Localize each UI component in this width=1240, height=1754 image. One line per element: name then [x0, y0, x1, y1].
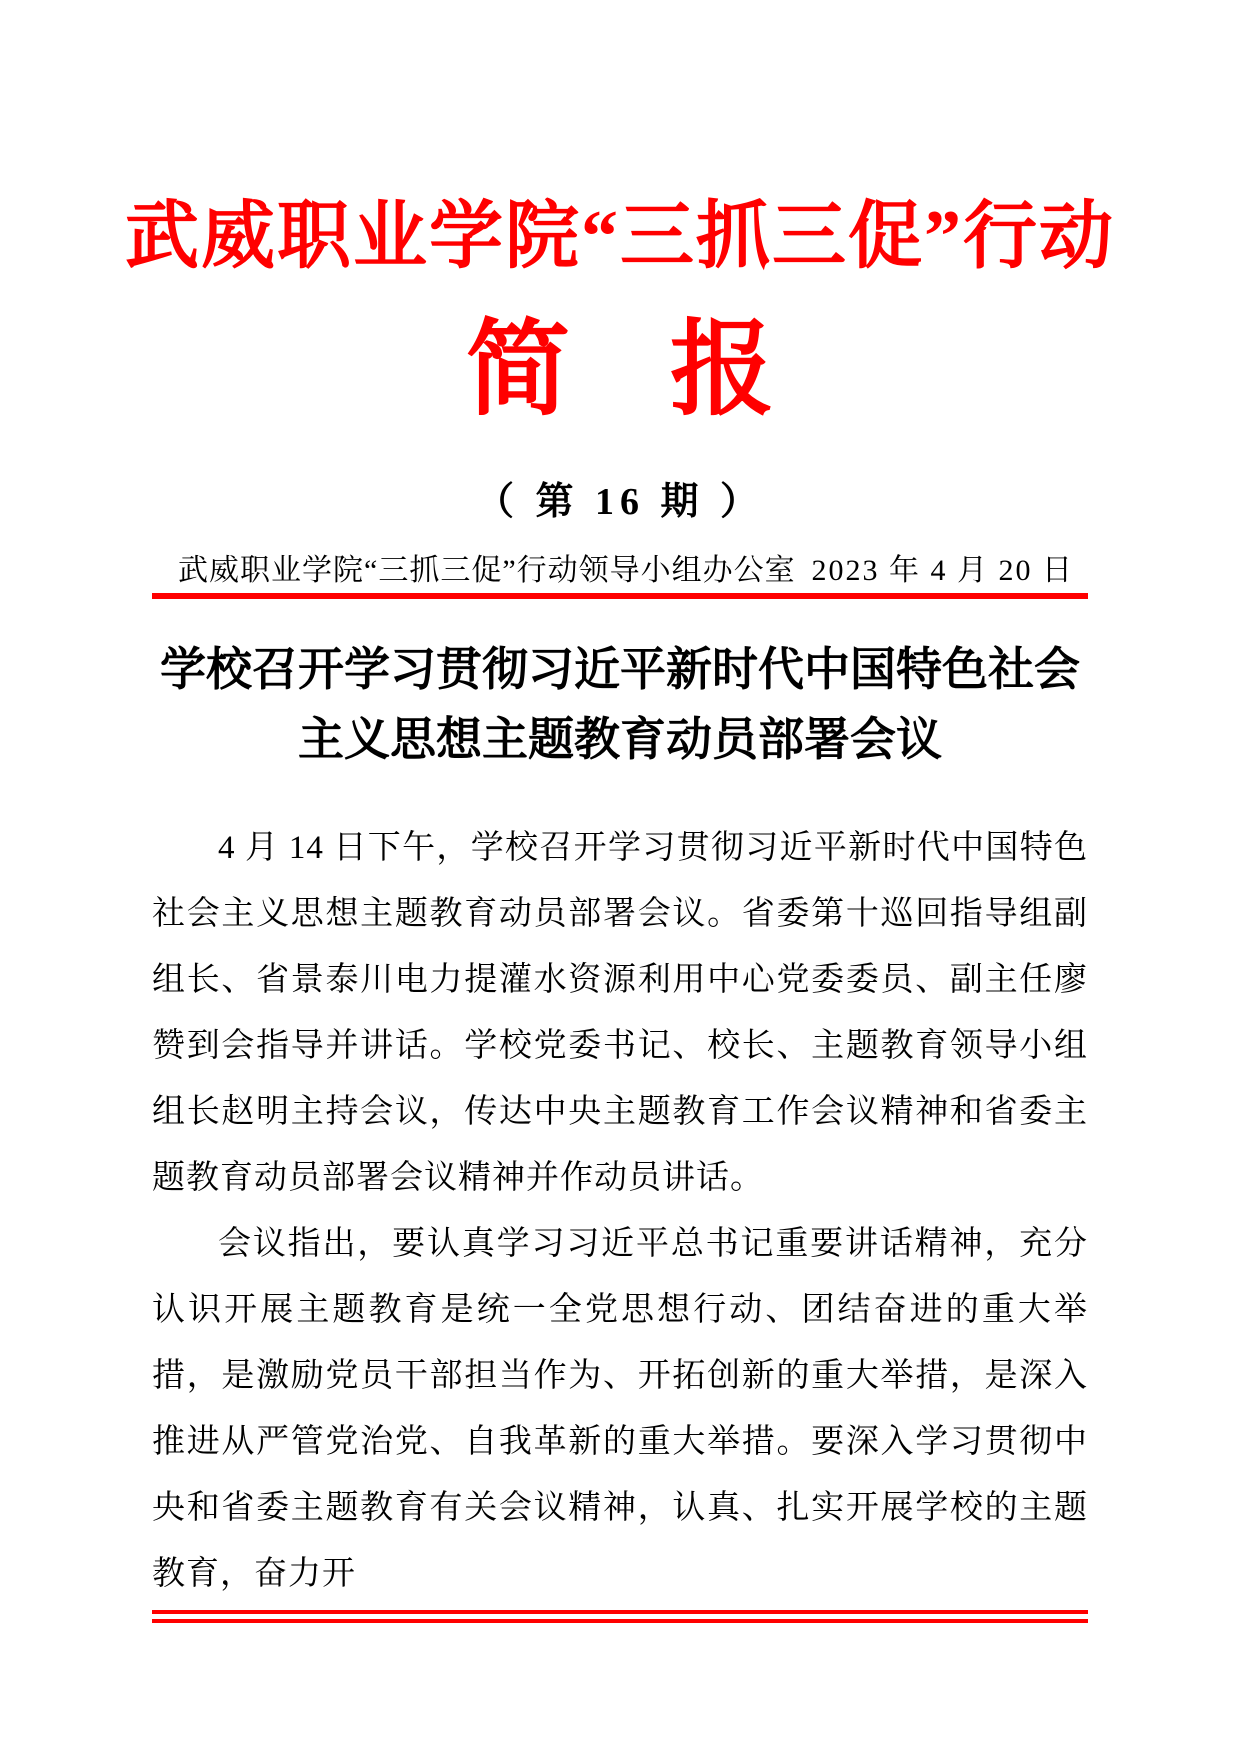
issuer-row: [152, 553, 1088, 589]
article-paragraph-2: 会议指出，要认真学习习近平总书记重要讲话精神，充分认识开展主题教育是统一全党思想行动、团结奋进的重大举措，是激励党员干部担当作为、开拓创新的重大举措，是深入推进从严管党治党、自我革新的重大举措。要深入学习贯彻中央和省委主题教育有关会议精神，认真、扎实开展学校的主题教育，奋力开: [152, 1226, 1088, 1592]
header-rule: [152, 593, 1088, 599]
masthead: [0, 196, 1240, 599]
subtitle-char-jian: 简: [465, 313, 570, 428]
subtitle-char-bao: 报: [670, 313, 775, 428]
issue-number: （ 第 16 期 ）: [475, 481, 764, 523]
issue-date: 2023 年 4 月 20 日: [811, 554, 1074, 587]
issuer-name: 武威职业学院“三抓三促”行动领导小组办公室: [178, 554, 796, 587]
article-heading: 学校召开学习贯彻习近平新时代中国特色社会主义思想主题教育动员部署会议: [160, 644, 1080, 765]
footer-rule: [152, 1610, 1088, 1623]
bulletin-title: 武威职业学院“三抓三促”行动: [125, 196, 1115, 278]
article-body: [152, 635, 1088, 1607]
article-paragraph-1: 4 月 14 日下午，学校召开学习贯彻习近平新时代中国特色社会主义思想主题教育动员部署会议。省委第十巡回指导组副组长、省景泰川电力提灌水资源利用中心党委委员、副主任廖赞到会指导并讲话。学校党委书记、校长、主题教育领导小组组长赵明主持会议，传达中央主题教育工作会议精神和省委主题教育动员部署会议精神并作动员讲话。: [152, 830, 1088, 1196]
bulletin-subtitle: [0, 313, 1240, 428]
